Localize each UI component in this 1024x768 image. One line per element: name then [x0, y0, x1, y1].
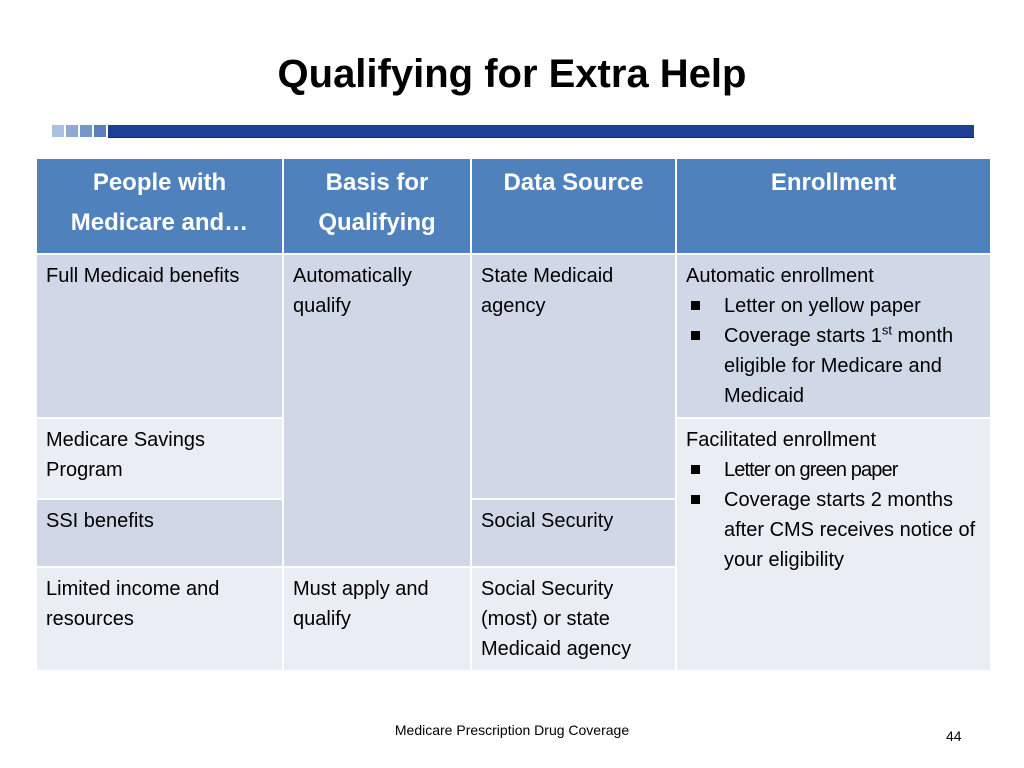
- cell-basis-apply: Must apply and qualify: [283, 567, 471, 671]
- header-people: People with Medicare and…: [36, 158, 283, 254]
- enrollment-bullets: [686, 291, 981, 411]
- cell-source-social-security: Social Security: [471, 499, 676, 567]
- divider-bar: [108, 125, 974, 138]
- cell-people: Medicare Savings Program: [36, 418, 283, 499]
- slide-title: Qualifying for Extra Help: [277, 52, 747, 96]
- bullet-text: Coverage starts 1: [724, 325, 882, 347]
- enrollment-heading: Facilitated enrollment: [686, 429, 877, 451]
- enrollment-heading: Automatic enrollment: [686, 265, 874, 287]
- table-row: [36, 254, 991, 418]
- page-number: 44: [946, 728, 962, 744]
- ordinal-suffix: st: [881, 322, 892, 338]
- cell-enrollment-facilitated: [676, 418, 991, 671]
- bullet-item: Coverage starts 2 months after CMS receives notice of your eligibility: [686, 485, 981, 575]
- header-basis: Basis for Qualifying: [283, 158, 471, 254]
- cell-people: SSI benefits: [36, 499, 283, 567]
- bullet-item: Letter on green paper: [686, 455, 981, 485]
- extra-help-table: [35, 157, 992, 672]
- cell-basis-automatic: Automatically qualify: [283, 254, 471, 567]
- bullet-item: [686, 321, 981, 411]
- title-divider: [52, 125, 974, 138]
- cell-source-ss-or-state: Social Security (most) or state Medicaid agency: [471, 567, 676, 671]
- enrollment-bullets: [686, 455, 981, 575]
- header-enrollment: Enrollment: [676, 158, 991, 254]
- slide-footer: Medicare Prescription Drug Coverage: [394, 722, 630, 738]
- divider-square: [52, 125, 64, 137]
- divider-square: [80, 125, 92, 137]
- divider-square: [66, 125, 78, 137]
- cell-people: Limited income and resources: [36, 567, 283, 671]
- bullet-text: month eligible for Medicare and Medicaid: [724, 325, 954, 407]
- table-header-row: [36, 158, 991, 254]
- cell-enrollment-automatic: [676, 254, 991, 418]
- divider-square: [94, 125, 106, 137]
- cell-people: Full Medicaid benefits: [36, 254, 283, 418]
- cell-source-state-agency: State Medicaid agency: [471, 254, 676, 499]
- bullet-item: Letter on yellow paper: [686, 291, 981, 321]
- header-data-source: Data Source: [471, 158, 676, 254]
